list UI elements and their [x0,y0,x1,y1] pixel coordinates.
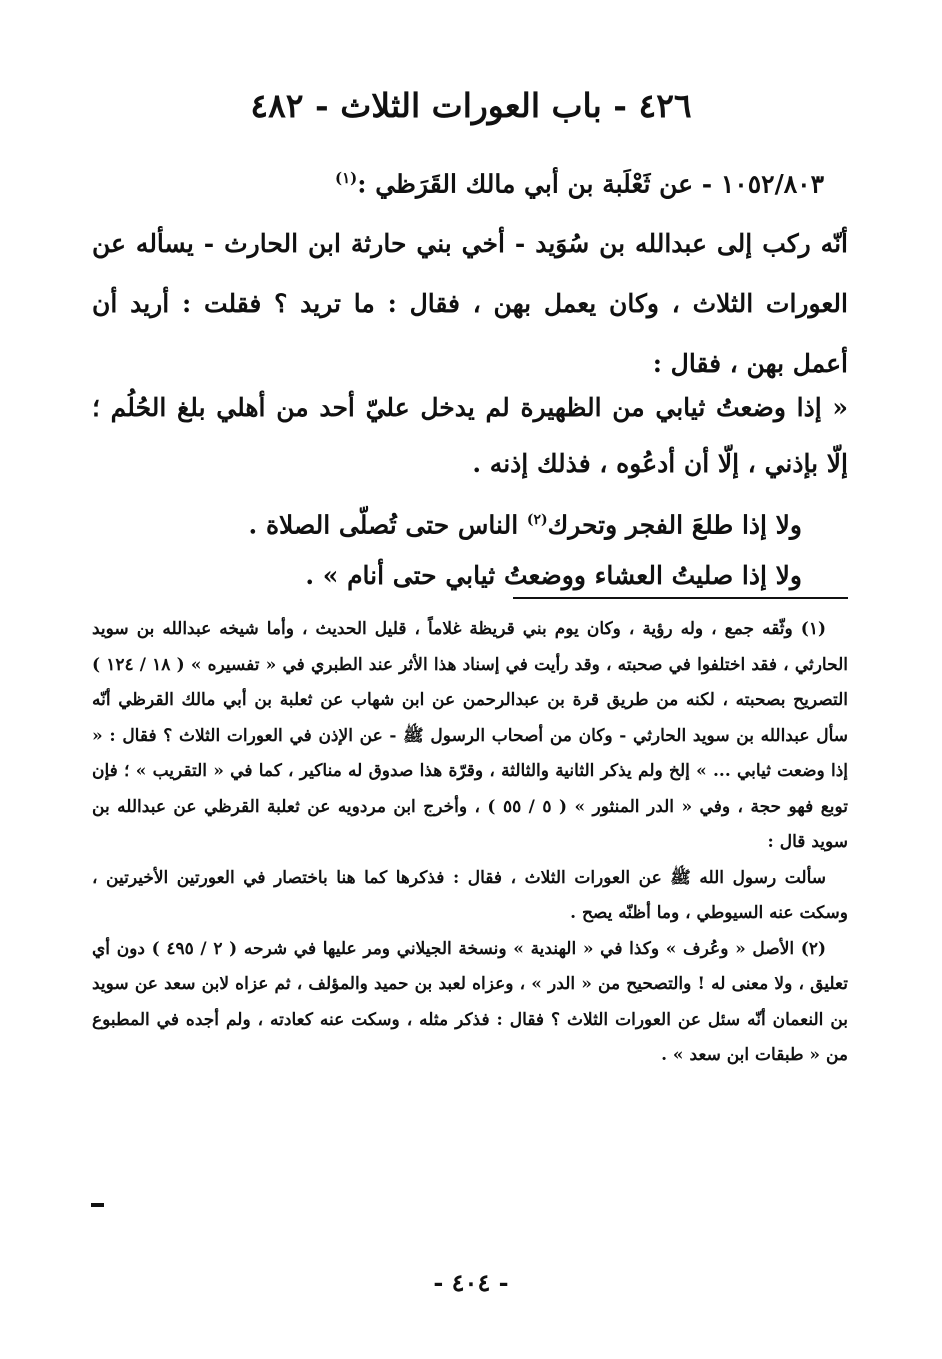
footnote-ref-2: (٢) [526,512,548,528]
quote-line-4: ولا إذا صليتُ العشاء ووضعتُ ثيابي حتى أنام » . [305,561,802,590]
quote-line-3-text-b: الناس حتى تُصلّى الصلاة . [248,510,527,540]
chapter-title: ٤٢٦ - باب العورات الثلاث - ٤٨٢ [250,86,692,125]
footnote-2: (٢) الأصل « وعُرف » وكذا في « الهندية » ونسخة الجيلاني ومر عليها في شرحه ( ٢ / ٤٩٥ ) دون أي تعليق ، ولا معنى له ! والتصحيح من « الدر » ، وعزاه لعبد بن حميد والمؤلف ، ثم عزاه لابن سعد عن سويد بن النعمان أنّه سئل عن العورات الثلاث ؟ فقال : فذكر مثله ، وسكت عنه كعادته ، ولم أجده في المطبوع من « طبقات ابن سعد » . [92,938,848,1065]
hadith-header-text: ١٠٥٢/٨٠٣ - عن ثَعْلَبة بن أبي مالك القَرَظي : [357,169,824,199]
quote-line-1: « إذا وضعتُ ثيابي من الظهيرة لم يدخل عليّ أحد من أهلي بلغ الحُلُم ؛ [92,393,848,422]
quote-line-3-text-a: ولا إذا طلعَ الفجر وتحرك [547,510,802,540]
footnote-separator [513,597,848,599]
quote-line-3 [249,500,802,545]
footnote-1: (١) وثّقه جمع ، وله رؤية ، وكان يوم بني قريظة غلاماً ، قليل الحديث ، وأما شيخه عبدالله بن سويد الحارثي ، فقد اختلفوا في صحبته ، وقد رأيت في إسناد هذا الأثر عند الطبري في « تفسيره » ( ١٨ / ١٢٤ ) التصريح بصحبته ، لكنه من طريق قرة بن عبدالرحمن عن ابن شهاب عن ثعلبة بن أبي مالك القرظي أنّه سأل عبدالله بن سويد الحارثي - وكان من أصحاب الرسول ﷺ - عن الإذن في العورات الثلاث ؟ فقال : « إذا وضعت ثيابي ... » إلخ ولم يذكر الثانية والثالثة ، وقرّة هذا صدوق له مناكير ، كما في « التقريب » ؛ فإن توبع فهو حجة ، وفي « الدر المنثور » ( ٥ / ٥٥ ) ، وأخرج ابن مردويه عن ثعلبة القرظي عن عبدالله بن سويد قال : [92,619,849,852]
footnote-ref-1: (١) [335,169,358,187]
footnote-1-continued: سألت رسول الله ﷺ عن العورات الثلاث ، فقال : فذكرها كما هنا باختصار في العورتين الأخيرتين ، وسكت عنه السيوطي ، وما أظنّه يصح . [92,867,848,923]
page-number: - ٤٠٤ - [433,1268,509,1297]
footnotes-section [92,612,848,1074]
hadith-header [335,160,824,202]
end-mark [91,1203,104,1207]
hadith-narration: أنّه ركب إلى عبدالله بن سُوَيد - أخي بني حارثة ابن الحارث - يسأله عن العورات الثلاث ، وكان يعمل بهن ، فقال : ما تريد ؟ فقلت : أريد أن أعمل بهن ، فقال : [92,229,848,378]
quote-line-2: إلّا بإذني ، إلّا أن أدعُوه ، فذلك إذنه . [472,449,848,478]
